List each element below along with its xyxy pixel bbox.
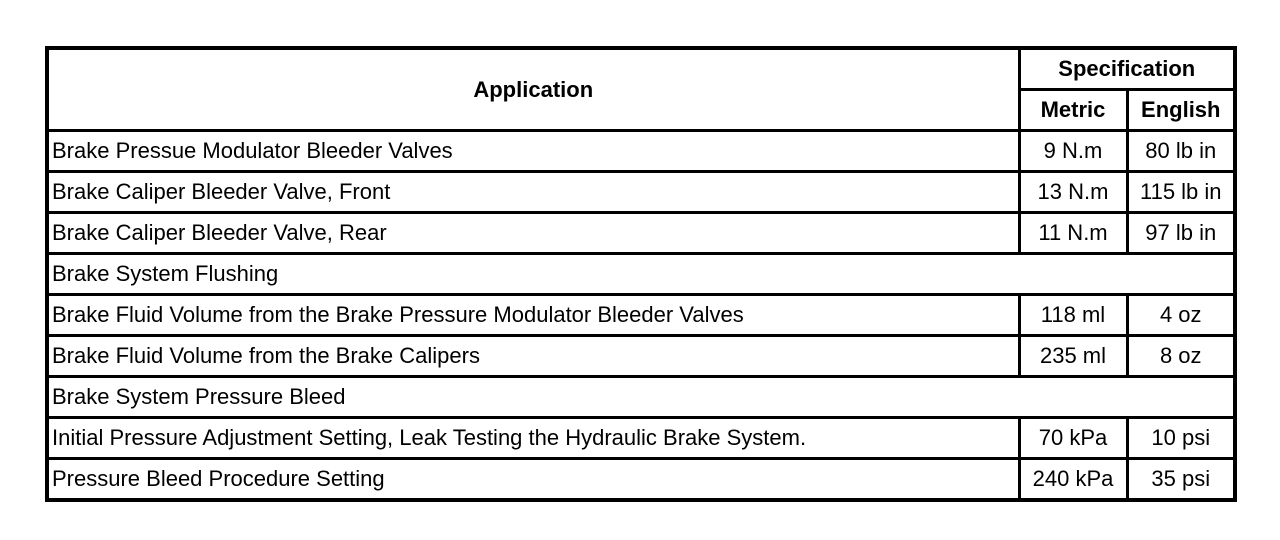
english-header: English [1127, 90, 1235, 131]
english-cell: 115 lb in [1127, 172, 1235, 213]
english-cell: 8 oz [1127, 336, 1235, 377]
metric-cell: 70 kPa [1019, 418, 1127, 459]
metric-cell: 235 ml [1019, 336, 1127, 377]
english-cell: 97 lb in [1127, 213, 1235, 254]
table-row [47, 295, 1235, 336]
metric-cell: 9 N.m [1019, 131, 1127, 172]
section-row [47, 377, 1235, 418]
section-heading: Brake System Flushing [47, 254, 1235, 295]
metric-cell: 240 kPa [1019, 459, 1127, 501]
table-row [47, 213, 1235, 254]
section-heading: Brake System Pressure Bleed [47, 377, 1235, 418]
application-header: Application [47, 48, 1019, 131]
metric-cell: 11 N.m [1019, 213, 1127, 254]
application-cell: Brake Caliper Bleeder Valve, Front [47, 172, 1019, 213]
table-row [47, 131, 1235, 172]
specification-header: Specification [1019, 48, 1235, 90]
application-cell: Pressure Bleed Procedure Setting [47, 459, 1019, 501]
specification-table [45, 46, 1237, 502]
application-cell: Brake Fluid Volume from the Brake Pressure Modulator Bleeder Valves [47, 295, 1019, 336]
english-cell: 10 psi [1127, 418, 1235, 459]
application-cell: Brake Caliper Bleeder Valve, Rear [47, 213, 1019, 254]
metric-cell: 118 ml [1019, 295, 1127, 336]
metric-header: Metric [1019, 90, 1127, 131]
english-cell: 4 oz [1127, 295, 1235, 336]
table-row [47, 418, 1235, 459]
table-row [47, 459, 1235, 501]
table-row [47, 336, 1235, 377]
metric-cell: 13 N.m [1019, 172, 1127, 213]
header-row [47, 48, 1235, 90]
english-cell: 35 psi [1127, 459, 1235, 501]
section-row [47, 254, 1235, 295]
application-cell: Brake Fluid Volume from the Brake Calipers [47, 336, 1019, 377]
application-cell: Initial Pressure Adjustment Setting, Leak Testing the Hydraulic Brake System. [47, 418, 1019, 459]
english-cell: 80 lb in [1127, 131, 1235, 172]
table-row [47, 172, 1235, 213]
application-cell: Brake Pressue Modulator Bleeder Valves [47, 131, 1019, 172]
